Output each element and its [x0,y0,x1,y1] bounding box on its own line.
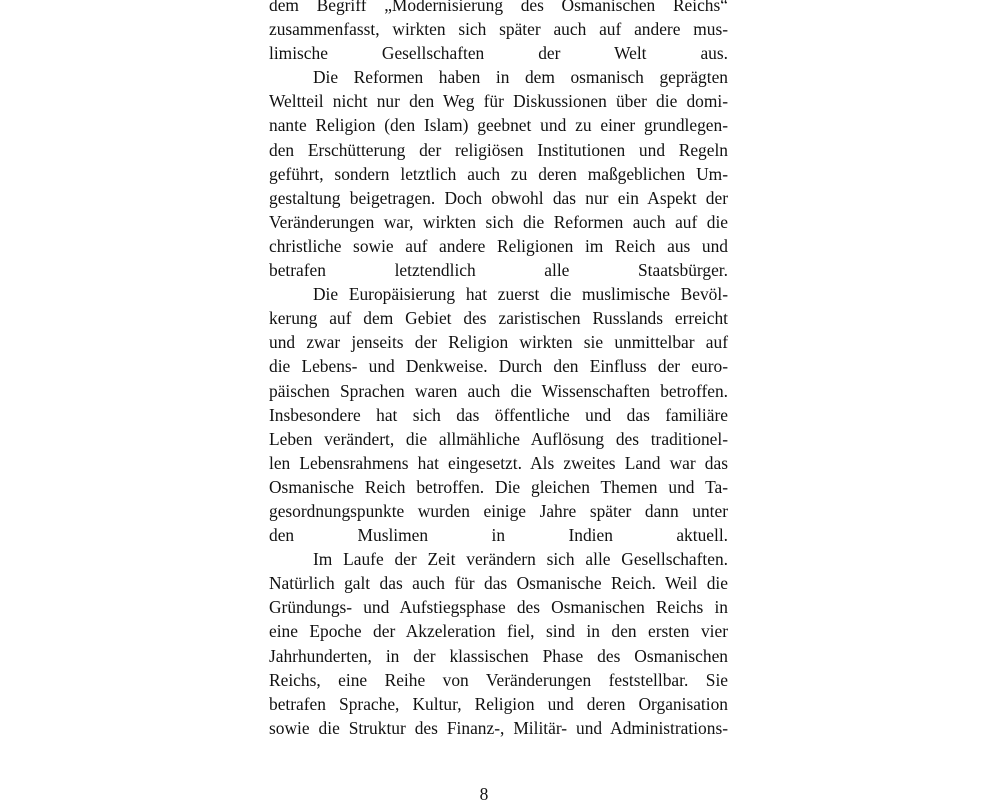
text-line: Jahrhunderten, in der klassischen Phase des Osmanischen [269,645,728,666]
paragraph-1 [269,0,728,65]
text-line: den Erschütterung der religiösen Institutionen und Regeln [269,139,728,160]
text-line: Reichs, eine Reihe von Veränderungen feststellbar. Sie [269,669,728,690]
text-line: zusammenfasst, wirkten sich später auch auf andere mus- [269,19,728,40]
text-line: Die Reformen haben in dem osmanisch geprägten [313,67,728,88]
text-line: Leben verändert, die allmähliche Auflösung des traditionel- [269,428,728,449]
text-line: Die Europäisierung hat zuerst die muslimische Bevöl- [313,284,728,305]
text-line: und zwar jenseits der Religion wirkten sie unmittelbar auf [269,332,728,353]
paragraph-4 [269,547,728,740]
text-line: päischen Sprachen waren auch die Wissenschaften betroffen. [269,380,728,401]
text-line: geführt, sondern letztlich auch zu deren maßgeblichen Um- [269,163,728,184]
text-line: dem Begriff „Modernisierung des Osmanischen Reichs“ [269,0,728,15]
text-line: len Lebensrahmens hat eingesetzt. Als zweites Land war das [269,452,728,473]
text-line: gestaltung beigetragen. Doch obwohl das nur ein Aspekt der [269,187,728,208]
text-line: Osmanische Reich betroffen. Die gleichen Themen und Ta- [269,476,728,497]
text-line: sowie die Struktur des Finanz-, Militär- und Administrations- [269,717,728,738]
text-line: eine Epoche der Akzeleration fiel, sind in den ersten vier [269,621,728,642]
text-line: die Lebens- und Denkweise. Durch den Einfluss der euro- [269,356,728,377]
page-number: 8 [479,784,489,804]
page-body [269,0,728,740]
text-line: nante Religion (den Islam) geebnet und zu einer grundlegen- [269,115,728,136]
text-line: betrafen Sprache, Kultur, Religion und deren Organisation [269,693,728,714]
text-line: Weltteil nicht nur den Weg für Diskussionen über die domi- [269,91,728,112]
paragraph-2 [269,65,728,282]
text-line: limische Gesellschaften der Welt aus. [269,43,728,64]
text-line: den Muslimen in Indien aktuell. [269,525,728,546]
text-line: gesordnungspunkte wurden einige Jahre später dann unter [269,500,728,521]
text-line: Im Laufe der Zeit verändern sich alle Gesellschaften. [313,549,728,570]
text-line: christliche sowie auf andere Religionen im Reich aus und [269,235,728,256]
paragraph-3 [269,282,728,547]
text-line: Veränderungen war, wirkten sich die Reformen auch auf die [269,211,728,232]
text-line: Natürlich galt das auch für das Osmanische Reich. Weil die [269,573,728,594]
text-line: Insbesondere hat sich das öffentliche und das familiäre [269,404,728,425]
text-line: Gründungs- und Aufstiegsphase des Osmanischen Reichs in [269,597,728,618]
text-line: betrafen letztendlich alle Staatsbürger. [269,260,728,281]
text-line: kerung auf dem Gebiet des zaristischen Russlands erreicht [269,308,728,329]
